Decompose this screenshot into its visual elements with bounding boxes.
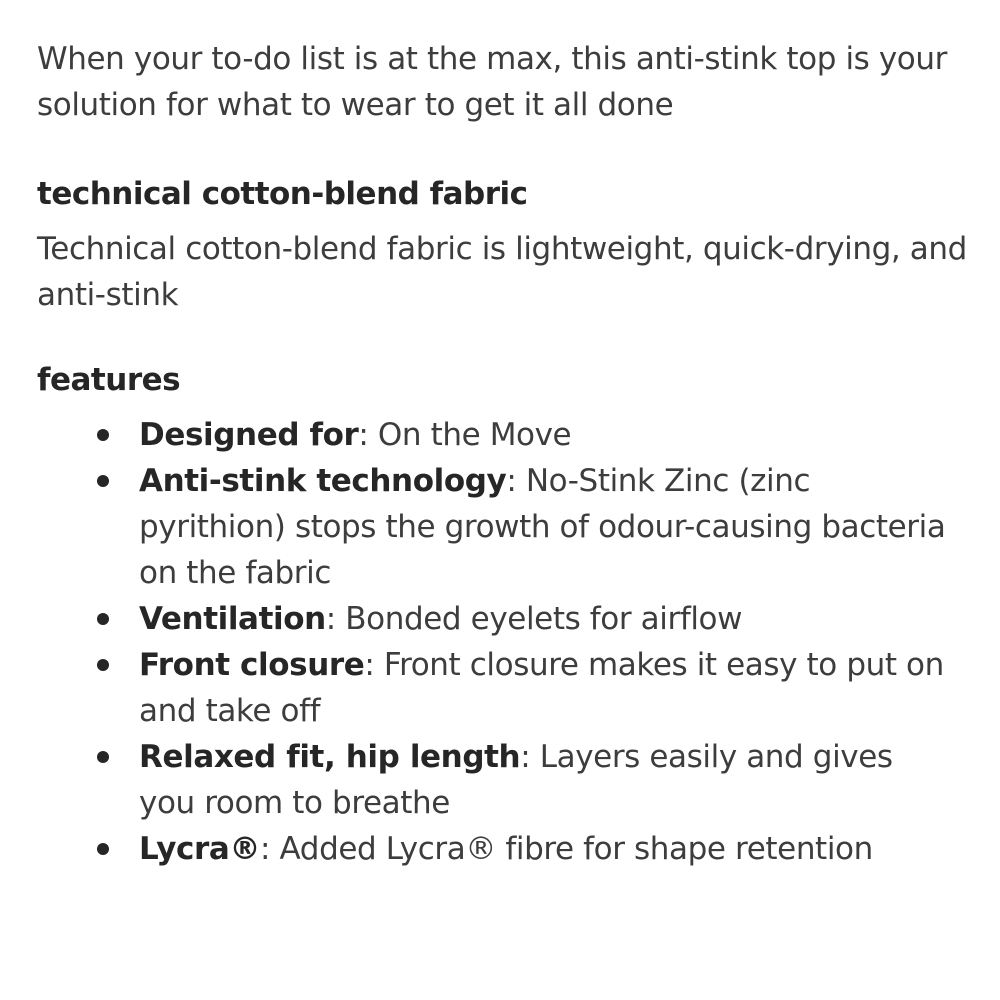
fabric-heading: technical cotton-blend fabric: [37, 176, 528, 212]
feature-item-front-closure: [139, 642, 970, 734]
feature-term: Relaxed fit, hip length: [139, 739, 521, 775]
intro-text: When your to-do list is at the max, this anti-stink top is your solution for what to wear to get it all done: [37, 41, 947, 123]
features-heading: features: [37, 362, 181, 398]
features-list: [37, 412, 970, 872]
fabric-description: Technical cotton-blend fabric is lightweight, quick-drying, and anti-stink: [37, 231, 967, 313]
bullet-icon: [97, 613, 109, 625]
bullet-icon: [97, 659, 109, 671]
feature-term: Front closure: [139, 647, 365, 683]
feature-text: : Bonded eyelets for airflow: [325, 601, 743, 637]
feature-term: Designed for: [139, 417, 359, 453]
feature-text: : Added Lycra® fibre for shape retention: [260, 831, 873, 867]
feature-text: : Layers easily and gives you room to breathe: [139, 739, 893, 821]
feature-text: : On the Move: [358, 417, 572, 453]
feature-term: Lycra®: [139, 831, 261, 867]
feature-item-designed-for: [139, 412, 970, 458]
bullet-icon: [97, 751, 109, 763]
feature-item-lycra: [139, 826, 970, 872]
bullet-icon: [97, 843, 109, 855]
bullet-icon: [97, 475, 109, 487]
bullet-icon: [97, 429, 109, 441]
feature-term: Ventilation: [139, 601, 326, 637]
feature-text: : Front closure makes it easy to put on and take off: [139, 647, 944, 729]
feature-term: Anti-stink technology: [139, 463, 507, 499]
feature-item-ventilation: [139, 596, 970, 642]
feature-text: : No-Stink Zinc (zinc pyrithion) stops the growth of odour-causing bacteria on the fabric: [139, 463, 946, 591]
feature-item-anti-stink: [139, 458, 970, 596]
feature-item-fit: [139, 734, 970, 826]
